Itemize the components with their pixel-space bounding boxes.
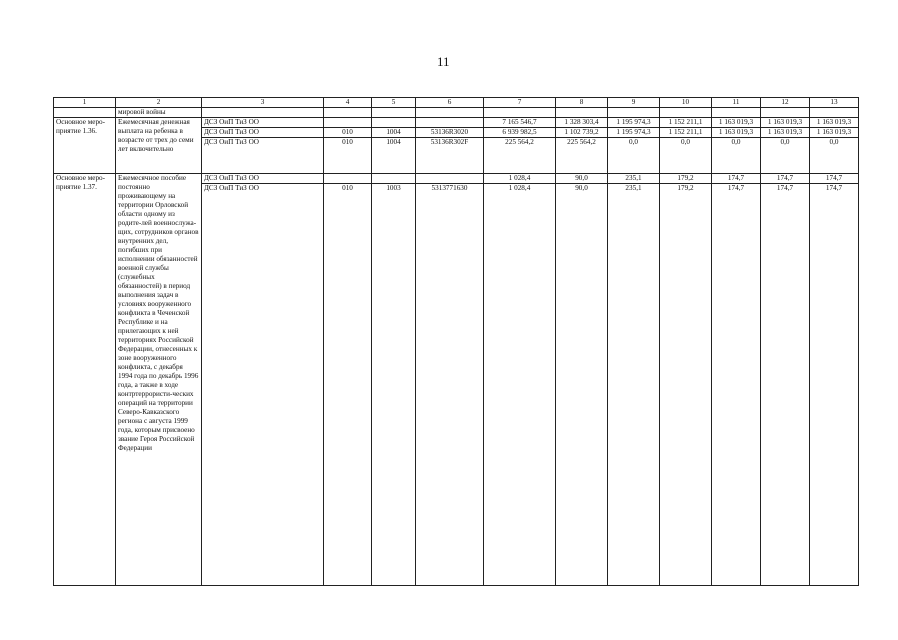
column-header: 10 (660, 98, 712, 108)
executor-cell: ДСЗ ОиП ТиЗ ОО (202, 184, 324, 586)
column-header: 11 (712, 98, 761, 108)
column-header: 1 (54, 98, 116, 108)
year-cell: 1 163 019,3 (712, 118, 761, 128)
year-cell: 1 152 211,1 (660, 128, 712, 138)
column-header: 12 (761, 98, 810, 108)
total-cell: 7 165 546,7 (484, 118, 556, 128)
grbs-cell: 010 (324, 128, 372, 138)
csr-cell: 5313771630 (416, 184, 484, 586)
year-cell: 1 102 739,2 (556, 128, 608, 138)
grbs-cell (324, 118, 372, 128)
event-name: Ежемесячная денежная выплата на ребенка в возрасте от трех до семи лет включительно (116, 118, 202, 174)
year-cell: 1 328 303,4 (556, 118, 608, 128)
total-cell: 6 939 982,5 (484, 128, 556, 138)
header-row (54, 98, 859, 108)
year-cell: 1 152 211,1 (660, 118, 712, 128)
year-cell: 235,1 (608, 184, 660, 586)
year-cell: 174,7 (712, 184, 761, 586)
column-header: 8 (556, 98, 608, 108)
total-cell: 1 028,4 (484, 174, 556, 184)
column-header: 4 (324, 98, 372, 108)
event-label: Основное меро-приятие 1.36. (54, 118, 116, 174)
column-header: 2 (116, 98, 202, 108)
column-header: 7 (484, 98, 556, 108)
grbs-cell: 010 (324, 138, 372, 174)
rzpr-cell: 1004 (372, 128, 416, 138)
executor-cell: ДСЗ ОиП ТиЗ ОО (202, 128, 324, 138)
total-cell: 1 028,4 (484, 184, 556, 586)
rzpr-cell (372, 174, 416, 184)
rzpr-cell (372, 118, 416, 128)
column-header: 6 (416, 98, 484, 108)
executor-cell: ДСЗ ОиП ТиЗ ОО (202, 138, 324, 174)
year-cell: 90,0 (556, 174, 608, 184)
year-cell: 1 195 974,3 (608, 118, 660, 128)
year-cell: 90,0 (556, 184, 608, 586)
year-cell: 1 163 019,3 (810, 118, 859, 128)
year-cell: 0,0 (608, 138, 660, 174)
grbs-cell: 010 (324, 184, 372, 586)
year-cell: 235,1 (608, 174, 660, 184)
year-cell: 0,0 (761, 138, 810, 174)
table-row-continued (54, 108, 859, 118)
year-cell: 174,7 (810, 174, 859, 184)
year-cell: 1 163 019,3 (761, 128, 810, 138)
executor-cell: ДСЗ ОиП ТиЗ ОО (202, 174, 324, 184)
column-header: 13 (810, 98, 859, 108)
csr-cell: 53136R3020 (416, 128, 484, 138)
column-header: 9 (608, 98, 660, 108)
year-cell: 174,7 (810, 184, 859, 586)
csr-cell (416, 118, 484, 128)
continued-text: мировой войны (116, 108, 202, 118)
year-cell: 174,7 (761, 184, 810, 586)
year-cell: 0,0 (660, 138, 712, 174)
rzpr-cell: 1003 (372, 184, 416, 586)
year-cell: 0,0 (712, 138, 761, 174)
year-cell: 1 163 019,3 (810, 128, 859, 138)
csr-cell: 53136R302F (416, 138, 484, 174)
table-row (54, 174, 859, 184)
page-number: 11 (437, 54, 450, 69)
year-cell: 179,2 (660, 174, 712, 184)
column-header: 3 (202, 98, 324, 108)
event-label: Основное меро-приятие 1.37. (54, 174, 116, 586)
grbs-cell (324, 174, 372, 184)
year-cell: 1 195 974,3 (608, 128, 660, 138)
year-cell: 0,0 (810, 138, 859, 174)
column-header: 5 (372, 98, 416, 108)
year-cell: 174,7 (761, 174, 810, 184)
year-cell: 174,7 (712, 174, 761, 184)
event-name: Ежемесячное пособие постоянно проживающему на территории Орловской области одному из родите-лей военнослужа-щих, сотрудников органов внутренних дел, погибших при исполнении обязанностей военной службы (служебных обязанностей) в период выполнения задач в условиях вооруженного конфликта в Чеченской Республике и на прилегающих к ней территориях Российской Федерации, отнесенных к зоне вооруженного конфликта, с декабря 1994 года по декабрь 1996 года, а также в ходе контртеррористи-ческих операций на территории Северо-Кавказского региона с августа 1999 года, которым присвоено звание Героя Российской Федерации (116, 174, 202, 586)
budget-table (53, 97, 859, 586)
table-row (54, 118, 859, 128)
executor-cell: ДСЗ ОиП ТиЗ ОО (202, 118, 324, 128)
year-cell: 225 564,2 (556, 138, 608, 174)
year-cell: 179,2 (660, 184, 712, 586)
csr-cell (416, 174, 484, 184)
total-cell: 225 564,2 (484, 138, 556, 174)
year-cell: 1 163 019,3 (712, 128, 761, 138)
rzpr-cell: 1004 (372, 138, 416, 174)
year-cell: 1 163 019,3 (761, 118, 810, 128)
